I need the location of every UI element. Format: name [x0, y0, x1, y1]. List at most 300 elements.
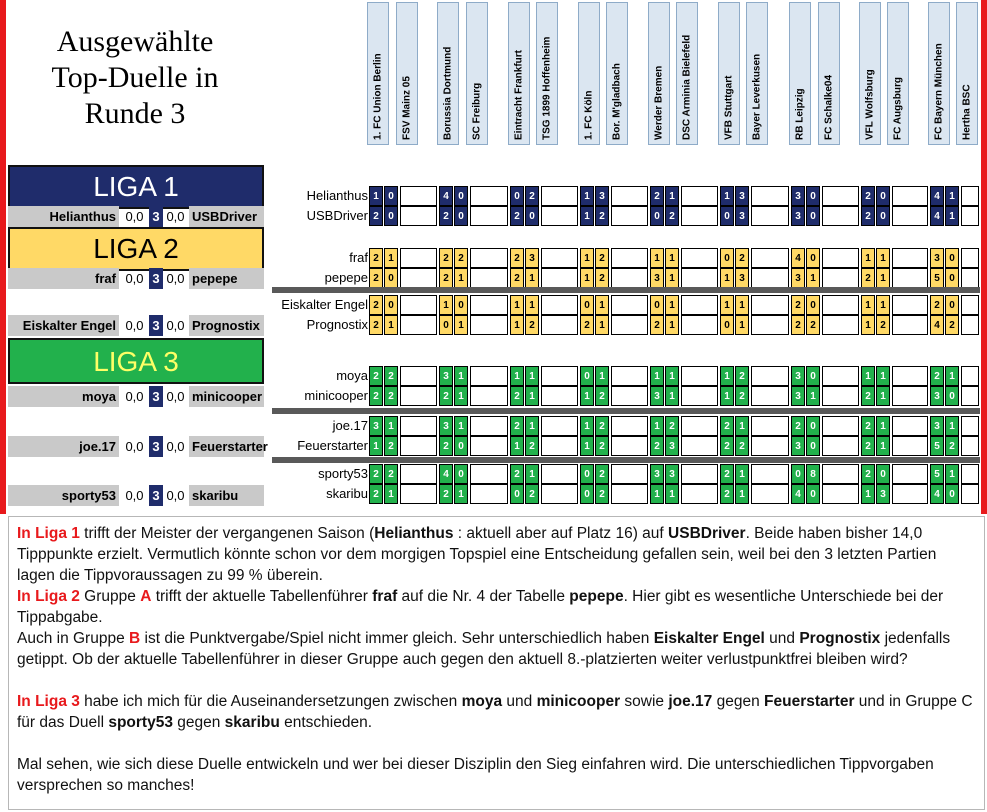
- liga-3-box: LIGA 3: [8, 338, 264, 384]
- empty-cell: [681, 386, 718, 406]
- body-text: gegen: [172, 714, 225, 731]
- team-header: [956, 2, 978, 145]
- title-line-1: Ausgewählte: [56, 25, 214, 58]
- empty-cell: [611, 484, 648, 504]
- duel-score-1: 0,0: [125, 271, 144, 286]
- tip-cell: 2: [861, 436, 875, 456]
- tip-cell: 2: [595, 416, 609, 436]
- grid-player-name: sporty53: [318, 466, 368, 481]
- tip-cell: 2: [861, 416, 875, 436]
- tip-cell: 2: [861, 268, 875, 288]
- empty-cell: [892, 206, 928, 226]
- empty-cell: [892, 315, 928, 335]
- duel-player-1: fraf: [8, 268, 119, 289]
- tip-cell: 0: [806, 366, 820, 386]
- tip-cell: 0: [806, 206, 820, 226]
- duel-player-2: USBDriver: [189, 206, 264, 227]
- tip-cell: 1: [595, 366, 609, 386]
- tip-cell: 8: [806, 464, 820, 484]
- tip-cell: 1: [861, 484, 875, 504]
- tip-cell: 0: [945, 386, 959, 406]
- tip-cell: 1: [876, 366, 890, 386]
- group-separator: [272, 457, 980, 463]
- empty-cell: [470, 295, 508, 315]
- empty-cell: [822, 295, 859, 315]
- grid-player-name: Helianthus: [306, 188, 368, 203]
- tip-cell: 1: [665, 248, 679, 268]
- tip-cell: 2: [369, 295, 383, 315]
- tip-cell: 3: [650, 386, 664, 406]
- team-name: Bor. M'gladbach: [611, 63, 623, 140]
- empty-cell: [822, 416, 859, 436]
- grid-player-name: joe.17: [332, 418, 368, 433]
- team-name: FC Bayern München: [933, 43, 945, 140]
- tip-cell: 0: [454, 186, 468, 206]
- empty-cell: [611, 248, 648, 268]
- tip-cell: 4: [439, 464, 453, 484]
- tip-cell: 0: [720, 248, 734, 268]
- tip-cell: 0: [384, 186, 398, 206]
- empty-cell: [611, 366, 648, 386]
- highlight-text: Eiskalter Engel: [653, 630, 765, 647]
- tip-cell: 2: [454, 248, 468, 268]
- tip-cell: 3: [525, 248, 539, 268]
- tip-cell: 0: [580, 295, 594, 315]
- tip-cell: 2: [876, 315, 890, 335]
- tip-cell: 1: [525, 268, 539, 288]
- empty-cell: [541, 268, 578, 288]
- empty-cell: [961, 386, 979, 406]
- tip-cell: 0: [945, 248, 959, 268]
- tip-cell: 2: [384, 366, 398, 386]
- tip-cell: 0: [525, 206, 539, 226]
- body-text: trifft der Meister der vergangenen Saison (: [79, 525, 375, 542]
- tip-cell: 1: [861, 366, 875, 386]
- body-text: sowie: [620, 693, 669, 710]
- empty-cell: [822, 315, 859, 335]
- tip-cell: 2: [525, 484, 539, 504]
- empty-cell: [751, 436, 789, 456]
- tip-cell: 1: [510, 315, 524, 335]
- tip-cell: 0: [806, 436, 820, 456]
- tip-cell: 1: [945, 366, 959, 386]
- tip-cell: 2: [595, 386, 609, 406]
- tip-cell: 1: [735, 416, 749, 436]
- duel-round: 3: [149, 386, 163, 407]
- tip-cell: 1: [510, 295, 524, 315]
- duel-score-2: 0,0: [166, 389, 185, 404]
- tip-cell: 2: [369, 464, 383, 484]
- empty-cell: [822, 436, 859, 456]
- duel-score-2: 0,0: [166, 271, 185, 286]
- body-text: und: [764, 630, 800, 647]
- tip-cell: 2: [720, 416, 734, 436]
- team-name: 1. FC Union Berlin: [372, 53, 384, 140]
- tip-cell: 1: [650, 248, 664, 268]
- grid-player-name: Feuerstarter: [297, 438, 368, 453]
- empty-cell: [611, 206, 648, 226]
- tip-cell: 1: [720, 386, 734, 406]
- body-text: auf die Nr. 4 der Tabelle: [397, 588, 570, 605]
- tip-cell: 2: [735, 248, 749, 268]
- tip-cell: 1: [454, 386, 468, 406]
- empty-cell: [961, 484, 979, 504]
- empty-cell: [751, 315, 789, 335]
- tip-cell: 4: [930, 484, 944, 504]
- team-name: SC Freiburg: [471, 82, 483, 140]
- empty-cell: [541, 416, 578, 436]
- empty-cell: [470, 464, 508, 484]
- tip-cell: 3: [439, 416, 453, 436]
- empty-cell: [892, 366, 928, 386]
- tip-cell: 1: [525, 416, 539, 436]
- empty-cell: [961, 436, 979, 456]
- tip-cell: 0: [806, 295, 820, 315]
- duel-row: [8, 206, 264, 227]
- body-text: entschieden.: [279, 714, 373, 731]
- tip-cell: 4: [439, 186, 453, 206]
- tip-cell: 3: [665, 464, 679, 484]
- tip-cell: 1: [454, 315, 468, 335]
- tip-cell: 0: [650, 295, 664, 315]
- tip-cell: 0: [945, 268, 959, 288]
- empty-cell: [470, 206, 508, 226]
- tip-cell: 2: [439, 386, 453, 406]
- empty-cell: [611, 386, 648, 406]
- empty-cell: [611, 186, 648, 206]
- empty-cell: [681, 416, 718, 436]
- empty-cell: [400, 436, 437, 456]
- tip-cell: 4: [930, 186, 944, 206]
- empty-cell: [751, 268, 789, 288]
- highlight-text: Prognostix: [799, 630, 881, 647]
- empty-cell: [681, 366, 718, 386]
- duel-row: [8, 436, 268, 457]
- grid-player-name: pepepe: [324, 270, 368, 285]
- tip-cell: 2: [861, 464, 875, 484]
- tip-cell: 0: [720, 206, 734, 226]
- empty-cell: [470, 268, 508, 288]
- highlight-text: In Liga 3: [17, 693, 80, 710]
- tip-cell: 2: [439, 206, 453, 226]
- group-separator: [272, 287, 980, 293]
- team-name: 1. FC Köln: [583, 90, 595, 140]
- duel-round: 3: [149, 436, 163, 457]
- tip-cell: 1: [595, 295, 609, 315]
- duel-score-2: 0,0: [166, 209, 185, 224]
- team-header: [676, 2, 698, 145]
- body-text: Gruppe: [79, 588, 141, 605]
- empty-cell: [470, 436, 508, 456]
- highlight-text: USBDriver: [668, 525, 746, 542]
- team-header: [928, 2, 950, 145]
- tip-cell: 3: [735, 268, 749, 288]
- tip-cell: 0: [650, 206, 664, 226]
- tip-cell: 2: [791, 315, 805, 335]
- tip-cell: 0: [454, 464, 468, 484]
- tip-cell: 0: [580, 464, 594, 484]
- tip-cell: 1: [945, 416, 959, 436]
- tip-cell: 3: [876, 484, 890, 504]
- team-name: Werder Bremen: [653, 65, 665, 140]
- tip-cell: 0: [580, 366, 594, 386]
- tip-cell: 2: [510, 248, 524, 268]
- tip-cell: 3: [791, 386, 805, 406]
- tip-cell: 1: [861, 315, 875, 335]
- empty-cell: [681, 268, 718, 288]
- tip-cell: 3: [650, 464, 664, 484]
- tip-cell: 1: [580, 386, 594, 406]
- tip-cell: 1: [665, 295, 679, 315]
- tip-cell: 2: [720, 464, 734, 484]
- tip-cell: 3: [369, 416, 383, 436]
- tip-cell: 3: [791, 366, 805, 386]
- tip-cell: 3: [791, 268, 805, 288]
- tip-cell: 2: [595, 206, 609, 226]
- tip-cell: 1: [510, 436, 524, 456]
- body-text: und in Gruppe C für das Duell: [17, 693, 973, 731]
- tip-cell: 1: [876, 248, 890, 268]
- tip-cell: 1: [665, 386, 679, 406]
- tip-cell: 5: [930, 436, 944, 456]
- tip-cell: 3: [791, 186, 805, 206]
- tip-cell: 0: [806, 186, 820, 206]
- team-header: [578, 2, 600, 145]
- tip-cell: 2: [369, 386, 383, 406]
- duel-score-2: 0,0: [166, 439, 185, 454]
- duel-score-1: 0,0: [125, 488, 144, 503]
- duel-score-1: 0,0: [125, 209, 144, 224]
- empty-cell: [751, 484, 789, 504]
- body-text: : aktuell aber auf Platz 16) auf: [453, 525, 669, 542]
- title-line-3: Runde 3: [84, 97, 186, 130]
- tip-cell: 0: [510, 484, 524, 504]
- title-line-2: Top-Duelle in: [51, 61, 219, 94]
- empty-cell: [541, 248, 578, 268]
- empty-cell: [400, 484, 437, 504]
- tip-cell: 2: [650, 186, 664, 206]
- tip-cell: 3: [930, 248, 944, 268]
- tip-cell: 0: [806, 484, 820, 504]
- duel-score-1: 0,0: [125, 318, 144, 333]
- empty-cell: [611, 416, 648, 436]
- tip-cell: 0: [791, 464, 805, 484]
- empty-cell: [892, 248, 928, 268]
- empty-cell: [470, 366, 508, 386]
- highlight-text: pepepe: [569, 588, 624, 605]
- empty-cell: [681, 206, 718, 226]
- team-name: VFB Stuttgart: [723, 75, 735, 140]
- empty-cell: [541, 295, 578, 315]
- tip-cell: 1: [665, 186, 679, 206]
- empty-cell: [400, 206, 437, 226]
- tip-cell: 2: [369, 206, 383, 226]
- tip-cell: 5: [930, 464, 944, 484]
- team-name: TSG 1899 Hoffenheim: [541, 36, 553, 140]
- paragraph-liga2b: [17, 628, 976, 670]
- empty-cell: [470, 386, 508, 406]
- team-header: [508, 2, 530, 145]
- body-text: . Hier gibt es wesentliche Unterschiede bei der Tippabgabe.: [17, 588, 944, 626]
- body-text: Mal sehen, wie sich diese Duelle entwickeln und wer bei dieser Disziplin den Sieg einfahren wird. Die unterschiedlichen Tippvorgaben versprechen so manches!: [17, 756, 934, 794]
- highlight-text: fraf: [372, 588, 398, 605]
- team-header: [859, 2, 881, 145]
- empty-cell: [892, 436, 928, 456]
- empty-cell: [822, 386, 859, 406]
- tip-cell: 2: [650, 436, 664, 456]
- team-header: [718, 2, 740, 145]
- body-text: . Beide haben bisher 14,0 Tipppunkte erzielt. Vermutlich könnte schon vor dem morgigen Topspiel eine Entscheidung gefallen sein, weil bei den 3 letzten Partien lagen die Tippvoraussagen zu 99 % überein.: [17, 525, 937, 584]
- empty-cell: [681, 248, 718, 268]
- tip-cell: 2: [384, 386, 398, 406]
- tip-cell: 1: [876, 295, 890, 315]
- duel-player-2: minicooper: [189, 386, 264, 407]
- grid-player-name: USBDriver: [306, 208, 368, 223]
- group-separator: [272, 408, 980, 414]
- duel-row: [8, 268, 264, 289]
- tip-cell: 1: [650, 366, 664, 386]
- team-name: Hertha BSC: [961, 84, 973, 140]
- empty-cell: [751, 206, 789, 226]
- empty-cell: [400, 464, 437, 484]
- tip-cell: 3: [595, 186, 609, 206]
- duel-player-1: sporty53: [8, 485, 119, 506]
- highlight-text: skaribu: [224, 714, 280, 731]
- tip-cell: 1: [861, 248, 875, 268]
- tip-cell: 1: [735, 315, 749, 335]
- team-name: Borussia Dortmund: [442, 46, 454, 140]
- tip-cell: 2: [665, 206, 679, 226]
- highlight-text: Helianthus: [374, 525, 454, 542]
- highlight-text: B: [129, 630, 141, 647]
- tip-cell: 2: [510, 386, 524, 406]
- grid-player-name: Prognostix: [306, 317, 368, 332]
- tip-cell: 2: [735, 436, 749, 456]
- tip-cell: 2: [595, 248, 609, 268]
- tip-cell: 0: [876, 186, 890, 206]
- tip-cell: 5: [930, 268, 944, 288]
- tip-cell: 2: [384, 436, 398, 456]
- empty-cell: [400, 186, 437, 206]
- team-header: [818, 2, 840, 145]
- tip-cell: 1: [580, 248, 594, 268]
- empty-cell: [400, 268, 437, 288]
- tip-cell: 1: [439, 295, 453, 315]
- tip-cell: 1: [665, 484, 679, 504]
- team-header: [437, 2, 459, 145]
- tip-cell: 3: [665, 436, 679, 456]
- empty-cell: [892, 416, 928, 436]
- tip-cell: 1: [806, 268, 820, 288]
- tip-cell: 3: [735, 186, 749, 206]
- duel-player-2: Feuerstarter: [189, 436, 264, 457]
- tip-cell: 1: [876, 268, 890, 288]
- tip-cell: 2: [369, 315, 383, 335]
- tip-cell: 3: [930, 386, 944, 406]
- tip-cell: 0: [510, 186, 524, 206]
- duel-row: [8, 485, 264, 506]
- empty-cell: [681, 186, 718, 206]
- empty-cell: [400, 295, 437, 315]
- team-header: [367, 2, 389, 145]
- empty-cell: [961, 295, 979, 315]
- tip-cell: 1: [384, 315, 398, 335]
- tip-cell: 1: [720, 186, 734, 206]
- empty-cell: [822, 248, 859, 268]
- paragraph-liga1: [17, 523, 976, 586]
- tip-cell: 2: [720, 436, 734, 456]
- duel-player-1: joe.17: [8, 436, 119, 457]
- tip-cell: 2: [861, 186, 875, 206]
- tip-cell: 0: [720, 315, 734, 335]
- empty-cell: [751, 416, 789, 436]
- empty-cell: [611, 464, 648, 484]
- empty-cell: [611, 268, 648, 288]
- team-name: FSV Mainz 05: [401, 76, 413, 140]
- empty-cell: [822, 464, 859, 484]
- empty-cell: [751, 386, 789, 406]
- empty-cell: [541, 464, 578, 484]
- body-text: gegen: [712, 693, 765, 710]
- empty-cell: [400, 386, 437, 406]
- tip-cell: 2: [595, 436, 609, 456]
- empty-cell: [822, 186, 859, 206]
- body-text: jedenfalls getippt. Ob der aktuelle Tabellenführer in dieser Gruppe auch gegen den aktuell 8.-platzierten weiter verlustpunktfrei bleiben wird?: [17, 630, 951, 668]
- duel-player-1: Eiskalter Engel: [8, 315, 119, 336]
- paragraph-closing: [17, 754, 976, 796]
- tip-cell: 1: [454, 268, 468, 288]
- empty-cell: [541, 206, 578, 226]
- duel-score-1: 0,0: [125, 389, 144, 404]
- tip-cell: 1: [720, 366, 734, 386]
- tip-cell: 1: [510, 366, 524, 386]
- team-header: [536, 2, 558, 145]
- tip-cell: 2: [665, 416, 679, 436]
- highlight-text: Feuerstarter: [764, 693, 855, 710]
- tip-cell: 4: [791, 248, 805, 268]
- tip-cell: 3: [735, 206, 749, 226]
- tip-cell: 2: [791, 295, 805, 315]
- tip-cell: 0: [454, 295, 468, 315]
- empty-cell: [751, 295, 789, 315]
- tip-cell: 1: [525, 464, 539, 484]
- tip-cell: 1: [945, 206, 959, 226]
- empty-cell: [961, 464, 979, 484]
- empty-cell: [751, 248, 789, 268]
- tip-cell: 2: [930, 366, 944, 386]
- empty-cell: [681, 484, 718, 504]
- duel-round: 3: [149, 268, 163, 289]
- tip-cell: 1: [861, 295, 875, 315]
- grid-player-name: moya: [336, 368, 368, 383]
- empty-cell: [470, 248, 508, 268]
- tip-cell: 1: [384, 484, 398, 504]
- empty-cell: [961, 248, 979, 268]
- tip-cell: 4: [930, 206, 944, 226]
- body-text: habe ich mich für die Auseinandersetzungen zwischen: [79, 693, 462, 710]
- tip-cell: 1: [876, 416, 890, 436]
- tip-cell: 1: [525, 295, 539, 315]
- tip-cell: 2: [369, 248, 383, 268]
- empty-cell: [681, 295, 718, 315]
- tip-cell: 2: [384, 464, 398, 484]
- tip-cell: 1: [580, 416, 594, 436]
- tip-cell: 3: [791, 436, 805, 456]
- tip-cell: 1: [720, 295, 734, 315]
- empty-cell: [822, 206, 859, 226]
- empty-cell: [751, 366, 789, 386]
- tip-cell: 3: [439, 366, 453, 386]
